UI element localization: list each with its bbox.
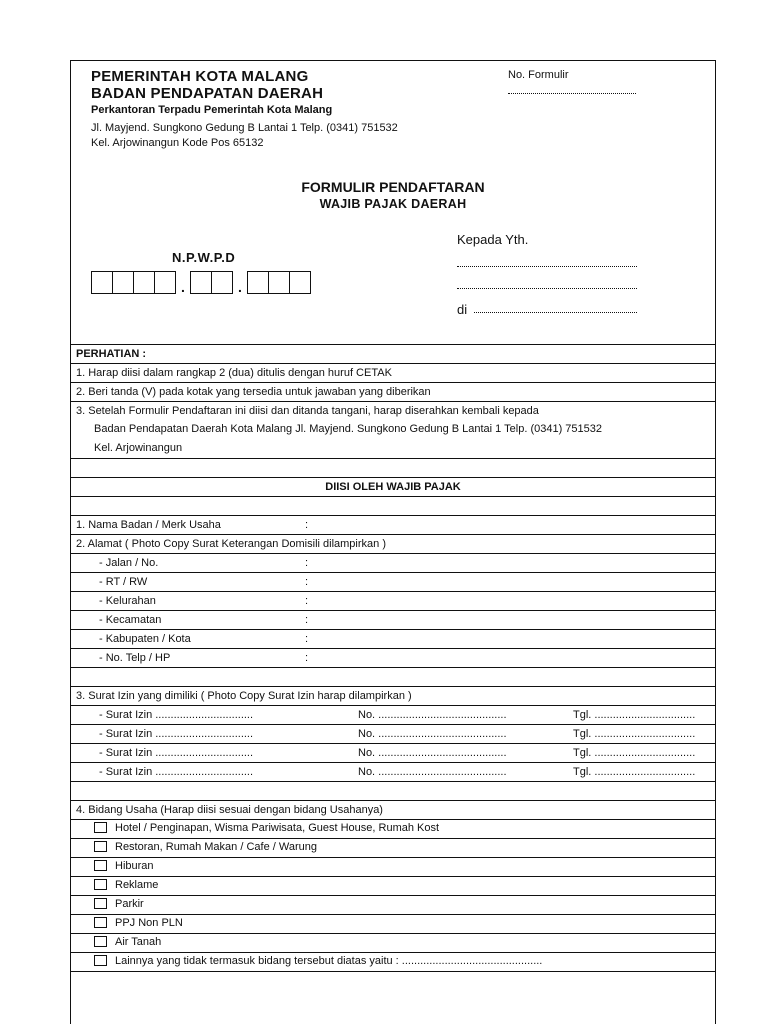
business-type-option[interactable] bbox=[71, 819, 715, 838]
location-label: di bbox=[457, 302, 468, 317]
form-number-label: No. Formulir bbox=[508, 69, 569, 81]
field-label: - Jalan / No. bbox=[99, 557, 159, 569]
field-colon: : bbox=[305, 595, 309, 607]
field-label: - No. Telp / HP bbox=[99, 652, 171, 664]
form-number-field[interactable] bbox=[508, 93, 636, 94]
permit-date-field: Tgl. ................................. bbox=[573, 709, 696, 721]
field-colon: : bbox=[305, 519, 309, 531]
field-address-heading bbox=[71, 534, 715, 553]
checkbox[interactable] bbox=[94, 917, 107, 928]
checkbox[interactable] bbox=[94, 860, 107, 871]
perhatian-heading-row bbox=[71, 344, 715, 363]
perhatian-item bbox=[71, 382, 715, 401]
recipient-line-2[interactable] bbox=[457, 288, 637, 289]
option-label: Reklame bbox=[115, 879, 159, 891]
field-label: - Kecamatan bbox=[99, 614, 162, 626]
permit-row[interactable] bbox=[71, 762, 715, 781]
perhatian-text: 3. Setelah Formulir Pendaftaran ini diisi dan ditanda tangani, harap diserahkan kembali kepada bbox=[76, 405, 539, 417]
permit-row[interactable] bbox=[71, 743, 715, 762]
agency-name: BADAN PENDAPATAN DAERAH bbox=[91, 85, 324, 102]
field-address-rtrw[interactable] bbox=[71, 572, 715, 591]
recipient-line-1[interactable] bbox=[457, 266, 637, 267]
field-address-kecamatan[interactable] bbox=[71, 610, 715, 629]
perhatian-item bbox=[71, 363, 715, 382]
blank-row bbox=[71, 496, 715, 515]
checkbox[interactable] bbox=[94, 879, 107, 890]
perhatian-item bbox=[71, 439, 715, 458]
business-type-option[interactable] bbox=[71, 857, 715, 876]
checkbox[interactable] bbox=[94, 822, 107, 833]
field-business-name[interactable] bbox=[71, 515, 715, 534]
location-line[interactable] bbox=[474, 312, 637, 313]
business-type-option[interactable] bbox=[71, 914, 715, 933]
permit-number-field: No. .......................................... bbox=[358, 747, 507, 759]
perhatian-text: 1. Harap diisi dalam rangkap 2 (dua) ditulis dengan huruf CETAK bbox=[76, 367, 392, 379]
form-title: FORMULIR PENDAFTARAN bbox=[301, 179, 485, 195]
permit-number-field: No. .......................................... bbox=[358, 709, 507, 721]
perhatian-item bbox=[71, 401, 715, 420]
field-colon: : bbox=[305, 576, 309, 588]
field-address-kabupaten[interactable] bbox=[71, 629, 715, 648]
field-address-phone[interactable] bbox=[71, 648, 715, 667]
checkbox[interactable] bbox=[94, 841, 107, 852]
blank-row bbox=[71, 667, 715, 686]
perhatian-text: Badan Pendapatan Daerah Kota Malang Jl. Mayjend. Sungkono Gedung B Lantai 1 Telp. (0341) 751532 bbox=[94, 423, 602, 435]
option-label: Lainnya yang tidak termasuk bidang tersebut diatas yaitu : .............................................. bbox=[115, 955, 543, 967]
form-frame bbox=[70, 60, 716, 1024]
blank-row bbox=[71, 971, 715, 990]
business-type-option[interactable] bbox=[71, 876, 715, 895]
option-label: PPJ Non PLN bbox=[115, 917, 183, 929]
field-colon: : bbox=[305, 557, 309, 569]
field-permit-heading bbox=[71, 686, 715, 705]
field-label: - Kabupaten / Kota bbox=[99, 633, 191, 645]
permit-number-field: No. .......................................... bbox=[358, 728, 507, 740]
business-type-option[interactable] bbox=[71, 933, 715, 952]
permit-number-field: No. .......................................... bbox=[358, 766, 507, 778]
permit-name-field: - Surat Izin ................................ bbox=[99, 747, 254, 759]
field-address-kelurahan[interactable] bbox=[71, 591, 715, 610]
recipient-label: Kepada Yth. bbox=[457, 232, 529, 247]
business-type-option[interactable] bbox=[71, 838, 715, 857]
perhatian-text: Kel. Arjowinangun bbox=[94, 442, 183, 454]
option-label: Parkir bbox=[115, 898, 144, 910]
field-colon: : bbox=[305, 614, 309, 626]
form-rows bbox=[71, 344, 715, 990]
field-colon: : bbox=[305, 652, 309, 664]
field-label: 3. Surat Izin yang dimiliki ( Photo Copy Surat Izin harap dilampirkan ) bbox=[76, 690, 412, 702]
npwpd-boxes bbox=[91, 272, 311, 294]
npwpd-group-1[interactable] bbox=[91, 271, 176, 294]
checkbox[interactable] bbox=[94, 898, 107, 909]
npwpd-label: N.P.W.P.D bbox=[172, 250, 236, 265]
npwpd-separator: . bbox=[238, 279, 242, 295]
option-label: Hotel / Penginapan, Wisma Pariwisata, Guest House, Rumah Kost bbox=[115, 822, 440, 834]
option-label: Restoran, Rumah Makan / Cafe / Warung bbox=[115, 841, 317, 853]
permit-name-field: - Surat Izin ................................ bbox=[99, 709, 254, 721]
permit-name-field: - Surat Izin ................................ bbox=[99, 766, 254, 778]
field-business-type-heading bbox=[71, 800, 715, 819]
permit-date-field: Tgl. ................................. bbox=[573, 728, 696, 740]
perhatian-heading: PERHATIAN : bbox=[76, 348, 147, 360]
perhatian-text: 2. Beri tanda (V) pada kotak yang tersedia untuk jawaban yang diberikan bbox=[76, 386, 431, 398]
business-type-option[interactable] bbox=[71, 895, 715, 914]
section-heading: DIISI OLEH WAJIB PAJAK bbox=[325, 481, 461, 493]
section-heading-row bbox=[71, 477, 715, 496]
org-name: PEMERINTAH KOTA MALANG bbox=[91, 68, 309, 85]
field-label: 4. Bidang Usaha (Harap diisi sesuai dengan bidang Usahanya) bbox=[76, 804, 383, 816]
field-address-street[interactable] bbox=[71, 553, 715, 572]
field-label: - RT / RW bbox=[99, 576, 148, 588]
field-colon: : bbox=[305, 633, 309, 645]
permit-name-field: - Surat Izin ................................ bbox=[99, 728, 254, 740]
option-label: Hiburan bbox=[115, 860, 154, 872]
field-label: 1. Nama Badan / Merk Usaha bbox=[76, 519, 221, 531]
office-name: Perkantoran Terpadu Pemerintah Kota Malang bbox=[91, 104, 333, 116]
permit-date-field: Tgl. ................................. bbox=[573, 747, 696, 759]
npwpd-separator: . bbox=[181, 279, 185, 295]
perhatian-item bbox=[71, 420, 715, 439]
field-label: 2. Alamat ( Photo Copy Surat Keterangan Domisili dilampirkan ) bbox=[76, 538, 386, 550]
blank-row bbox=[71, 781, 715, 800]
permit-date-field: Tgl. ................................. bbox=[573, 766, 696, 778]
checkbox[interactable] bbox=[94, 955, 107, 966]
form-subtitle: WAJIB PAJAK DAERAH bbox=[319, 197, 467, 211]
option-label: Air Tanah bbox=[115, 936, 162, 948]
business-type-option[interactable] bbox=[71, 952, 715, 971]
form-header bbox=[71, 61, 715, 344]
npwpd-group-2[interactable] bbox=[190, 271, 233, 294]
permit-row[interactable] bbox=[71, 705, 715, 724]
address-line: Jl. Mayjend. Sungkono Gedung B Lantai 1 Telp. (0341) 751532 bbox=[91, 122, 398, 134]
blank-row bbox=[71, 458, 715, 477]
postal-line: Kel. Arjowinangun Kode Pos 65132 bbox=[91, 137, 264, 149]
npwpd-group-3[interactable] bbox=[247, 271, 311, 294]
field-label: - Kelurahan bbox=[99, 595, 156, 607]
permit-row[interactable] bbox=[71, 724, 715, 743]
checkbox[interactable] bbox=[94, 936, 107, 947]
